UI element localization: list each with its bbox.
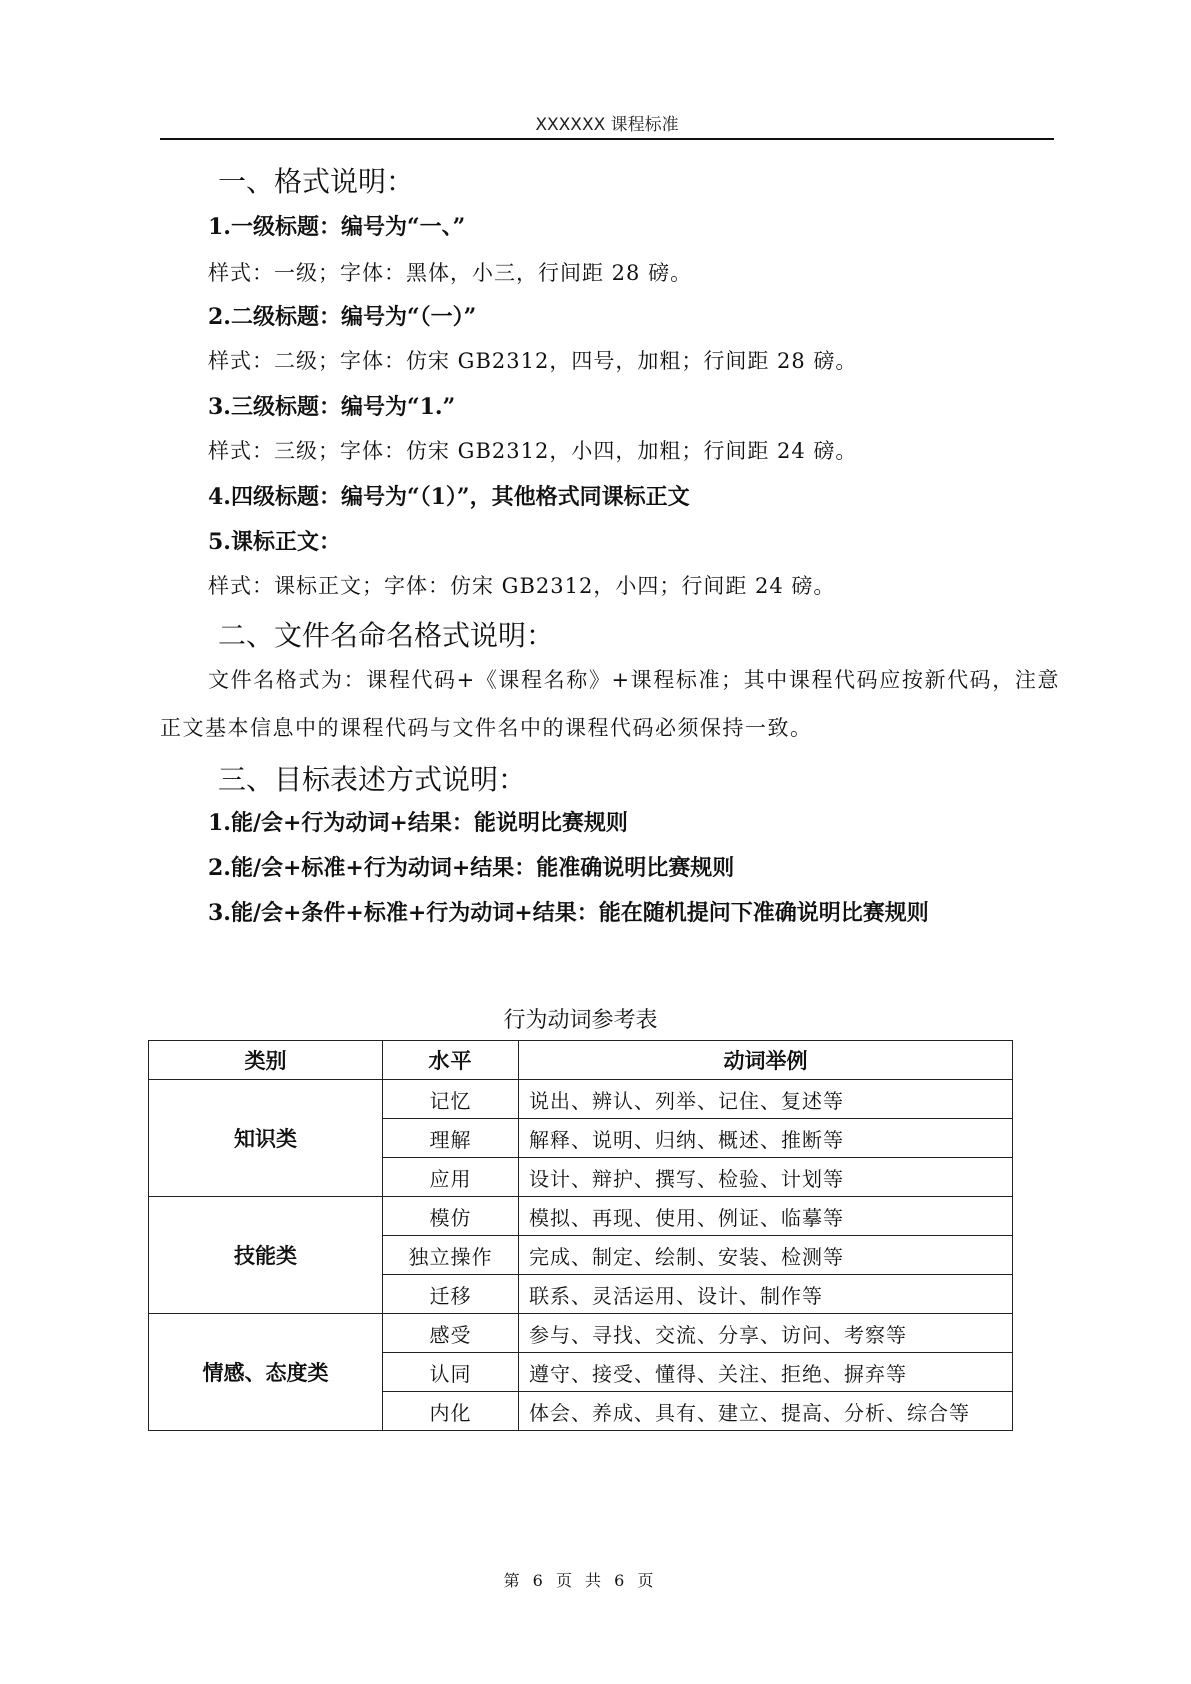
action-verb-table: [148, 1040, 1013, 1431]
verbs-cell: 解释、说明、归纳、概述、推断等: [519, 1119, 1013, 1158]
category-cell: 技能类: [149, 1197, 383, 1314]
category-cell: 知识类: [149, 1080, 383, 1197]
verbs-cell: 说出、辨认、列举、记住、复述等: [519, 1080, 1013, 1119]
verbs-cell: 模拟、再现、使用、例证、临摹等: [519, 1197, 1013, 1236]
verbs-cell: 联系、灵活运用、设计、制作等: [519, 1275, 1013, 1314]
section-1-title: 一、格式说明：: [218, 165, 415, 198]
table-row: [149, 1080, 1013, 1119]
level-cell: 理解: [383, 1119, 519, 1158]
section-2-title: 二、文件名命名格式说明：: [218, 619, 555, 652]
level2-style-text: 样式：二级；字体：仿宋 GB2312，四号，加粗；行间距 28 磅。: [208, 349, 858, 373]
verbs-cell: 完成、制定、绘制、安装、检测等: [519, 1236, 1013, 1275]
header-level: 水平: [383, 1041, 519, 1080]
objective-pattern-2: 2.能/会+标准+行为动词+结果：能准确说明比赛规则: [208, 855, 735, 881]
verbs-cell: 设计、辩护、撰写、检验、计划等: [519, 1158, 1013, 1197]
header-verb-examples: 动词举例: [519, 1041, 1013, 1080]
level-cell: 记忆: [383, 1080, 519, 1119]
level1-style-text: 样式：一级；字体：黑体，小三，行间距 28 磅。: [208, 261, 693, 285]
objective-pattern-3: 3.能/会+条件+标准+行为动词+结果：能在随机提问下准确说明比赛规则: [208, 900, 929, 926]
level4-heading-rule: 4.四级标题：编号为“（1）”，其他格式同课标正文: [208, 484, 690, 510]
level-cell: 迁移: [383, 1275, 519, 1314]
body-text-rule: 5.课标正文：: [208, 529, 341, 555]
level-cell: 认同: [383, 1353, 519, 1392]
table-row: [149, 1197, 1013, 1236]
verbs-cell: 遵守、接受、懂得、关注、拒绝、摒弃等: [519, 1353, 1013, 1392]
body-text-style: 样式：课标正文；字体：仿宋 GB2312，小四；行间距 24 磅。: [208, 574, 836, 598]
level-cell: 感受: [383, 1314, 519, 1353]
running-header: XXXXXX 课程标准: [535, 115, 679, 135]
table-row: [149, 1314, 1013, 1353]
verbs-cell: 体会、养成、具有、建立、提高、分析、综合等: [519, 1392, 1013, 1431]
table-caption: 行为动词参考表: [503, 1008, 658, 1033]
verbs-cell: 参与、寻找、交流、分享、访问、考察等: [519, 1314, 1013, 1353]
level-cell: 内化: [383, 1392, 519, 1431]
level1-heading-rule: 1.一级标题：编号为“一、”: [208, 214, 466, 240]
category-cell: 情感、态度类: [149, 1314, 383, 1431]
objective-pattern-1: 1.能/会+行为动词+结果：能说明比赛规则: [208, 810, 628, 836]
level3-style-text: 样式：三级；字体：仿宋 GB2312，小四，加粗；行间距 24 磅。: [208, 439, 858, 463]
level-cell: 模仿: [383, 1197, 519, 1236]
level2-heading-rule: 2.二级标题：编号为“（一）”: [208, 304, 477, 330]
filename-format-paragraph: 文件名格式为：课程代码+《课程名称》+课程标准；其中课程代码应按新代码，注意正文基本信息中的课程代码与文件名中的课程代码必须保持一致。: [160, 668, 1060, 740]
table-header-row: [149, 1041, 1013, 1080]
section-3-title: 三、目标表述方式说明：: [218, 763, 527, 796]
page-number-footer: 第 6 页 共 6 页: [503, 1571, 658, 1590]
header-category: 类别: [149, 1041, 383, 1080]
header-rule: [160, 138, 1054, 140]
level-cell: 应用: [383, 1158, 519, 1197]
level-cell: 独立操作: [383, 1236, 519, 1275]
level3-heading-rule: 3.三级标题：编号为“1.”: [208, 394, 456, 420]
